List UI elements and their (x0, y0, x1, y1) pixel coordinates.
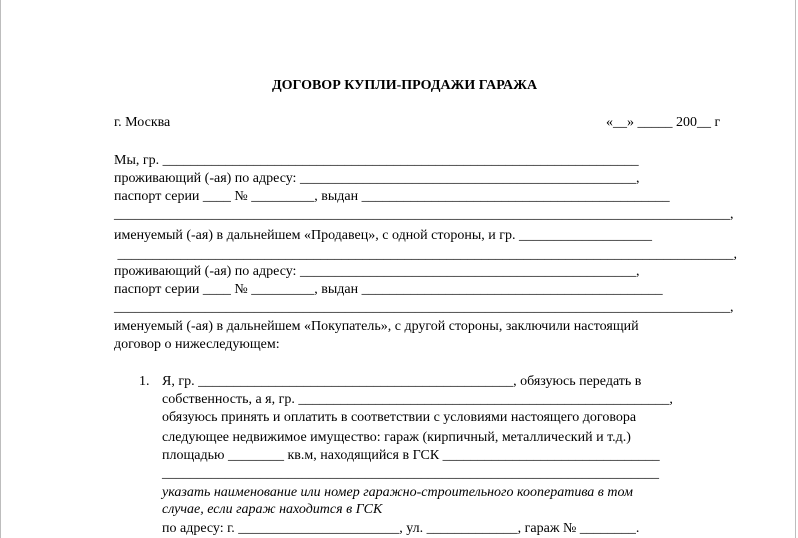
seller-name-line: Мы, гр. ____________________________________________________________________ (114, 153, 639, 168)
agreement-intro: договор о нижеследующем: (114, 337, 280, 352)
clause-1-line-5: площадью ________ кв.м, находящийся в ГСК _______________________________ (162, 448, 660, 463)
buyer-passport-cont: ________________________________________________________________________________________, (114, 300, 734, 315)
document-title: ДОГОВОР КУПЛИ-ПРОДАЖИ ГАРАЖА (272, 78, 538, 93)
seller-passport-line: паспорт серии ____ № _________, выдан ____________________________________________ (114, 189, 670, 204)
clause-1-note-1: указать наименование или номер гаражно-строительного кооператива в том (162, 485, 633, 500)
clause-1-line-2: собственность, а я, гр. _____________________________________________________, (162, 392, 673, 407)
contract-date: «__» _____ 200__ г (606, 115, 721, 130)
clause-1-line-4: следующее недвижимое имущество: гараж (кирпичный, металлический и т.д.) (162, 430, 631, 445)
seller-role-line: именуемый (-ая) в дальнейшем «Продавец», с одной стороны, и гр. ___________________ (114, 228, 652, 243)
clause-1-line-1: Я, гр. _____________________________________________, обязуюсь передать в (162, 374, 642, 389)
seller-passport-cont: ________________________________________________________________________________________, (114, 207, 734, 222)
buyer-role-line: именуемый (-ая) в дальнейшем «Покупатель», с другой стороны, заключили настоящий (114, 319, 639, 334)
seller-address-line: проживающий (-ая) по адресу: ________________________________________________, (114, 171, 640, 186)
city: г. Москва (114, 115, 171, 130)
buyer-name-line: ________________________________________________________________________________________, (114, 247, 737, 262)
clause-1-line-6: _______________________________________________________________________ (162, 466, 659, 481)
clause-1-line-9: по адресу: г. _______________________, ул. _____________, гараж № ________. (162, 521, 640, 536)
clause-number: 1. (139, 374, 150, 389)
buyer-passport-line: паспорт серии ____ № _________, выдан ___________________________________________ (114, 282, 663, 297)
clause-1-note-2: случае, если гараж находится в ГСК (162, 502, 383, 517)
buyer-address-line: проживающий (-ая) по адресу: ________________________________________________, (114, 264, 640, 279)
clause-1-line-3: обязуюсь принять и оплатить в соответствии с условиями настоящего договора (162, 410, 637, 425)
